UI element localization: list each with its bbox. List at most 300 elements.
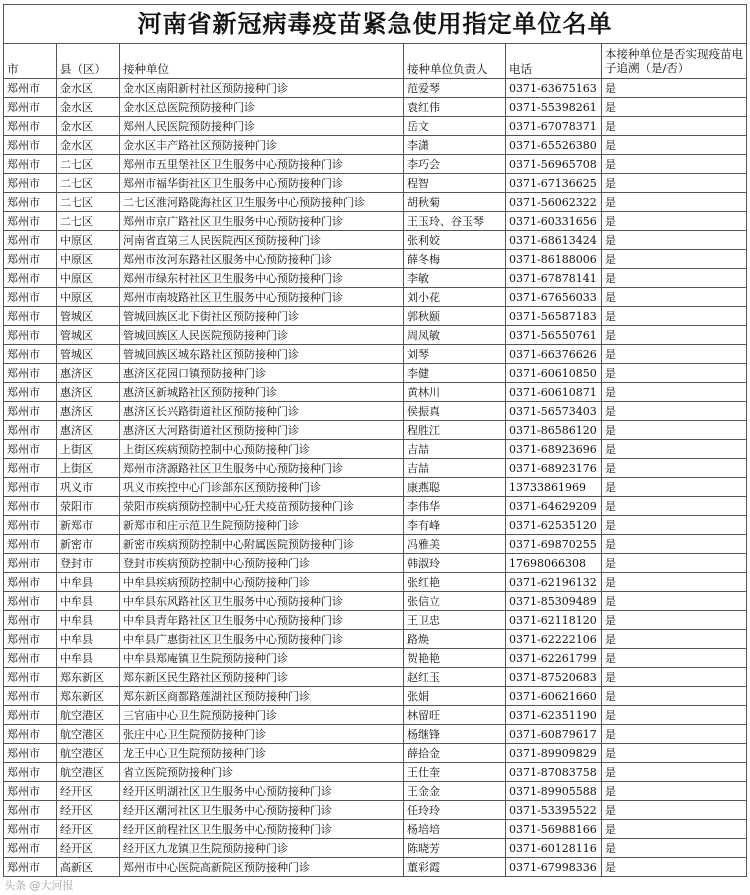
watermark: 头条 @大河报 [4,879,74,892]
header-row [4,44,747,79]
table-row [4,820,747,839]
cell-traceability: 是 [602,193,747,212]
cell-traceability: 是 [602,269,747,288]
cell-phone: 0371-64629209 [506,497,602,516]
cell-county: 管城区 [57,307,120,326]
cell-phone: 0371-65526380 [506,136,602,155]
cell-phone: 0371-62118120 [506,611,602,630]
cell-phone: 0371-67998336 [506,858,602,877]
column-header-traceability: 本接种单位是否实现疫苗电子追溯（是/否） [602,44,747,79]
cell-city: 郑州市 [4,858,57,877]
column-header-phone: 电话 [506,44,602,79]
cell-traceability: 是 [602,307,747,326]
cell-county: 惠济区 [57,383,120,402]
cell-county: 登封市 [57,554,120,573]
cell-county: 经开区 [57,801,120,820]
cell-phone: 0371-86188006 [506,250,602,269]
cell-traceability: 是 [602,554,747,573]
table-row [4,744,747,763]
cell-phone: 0371-68923176 [506,459,602,478]
cell-unit: 惠济区长兴路街道社区预防接种门诊 [120,402,404,421]
cell-person: 张红艳 [404,573,506,592]
cell-city: 郑州市 [4,725,57,744]
title-row [4,5,747,44]
cell-person: 袁红伟 [404,98,506,117]
cell-county: 中牟县 [57,592,120,611]
cell-person: 李潇 [404,136,506,155]
cell-traceability: 是 [602,782,747,801]
cell-county: 惠济区 [57,364,120,383]
cell-person: 陈晓芳 [404,839,506,858]
cell-city: 郑州市 [4,592,57,611]
cell-unit: 经开区九龙镇卫生院预防接种门诊 [120,839,404,858]
table-row [4,706,747,725]
table-row [4,231,747,250]
cell-phone: 0371-87520683 [506,668,602,687]
cell-city: 郑州市 [4,839,57,858]
cell-unit: 二七区淮河路陇海社区卫生服务中心预防接种门诊 [120,193,404,212]
cell-county: 航空港区 [57,725,120,744]
cell-phone: 0371-86586120 [506,421,602,440]
cell-person: 张娟 [404,687,506,706]
cell-city: 郑州市 [4,687,57,706]
cell-person: 路焕 [404,630,506,649]
cell-person: 冯雅美 [404,535,506,554]
cell-county: 郑东新区 [57,687,120,706]
cell-person: 薛冬梅 [404,250,506,269]
cell-unit: 郑州人民医院预防接种门诊 [120,117,404,136]
cell-person: 李健 [404,364,506,383]
cell-person: 程智 [404,174,506,193]
cell-county: 中牟县 [57,573,120,592]
table-row [4,839,747,858]
cell-phone: 0371-67878141 [506,269,602,288]
cell-person: 周凤敏 [404,326,506,345]
cell-unit: 登封市疾病预防控制中心预防接种门诊 [120,554,404,573]
cell-phone: 0371-55398261 [506,98,602,117]
cell-unit: 三官庙中心卫生院预防接种门诊 [120,706,404,725]
table-row [4,858,747,877]
cell-county: 上街区 [57,440,120,459]
cell-traceability: 是 [602,592,747,611]
cell-unit: 惠济区花园口镇预防接种门诊 [120,364,404,383]
cell-person: 程胜江 [404,421,506,440]
cell-traceability: 是 [602,535,747,554]
cell-person: 李敏 [404,269,506,288]
cell-city: 郑州市 [4,269,57,288]
cell-unit: 管城回族区北下街社区预防接种门诊 [120,307,404,326]
cell-phone: 0371-62222106 [506,630,602,649]
cell-unit: 郑州市中心医院高新院区预防接种门诊 [120,858,404,877]
cell-person: 王卫忠 [404,611,506,630]
table-row [4,478,747,497]
table-row [4,155,747,174]
cell-unit: 管城回族区人民医院预防接种门诊 [120,326,404,345]
cell-person: 杨继锋 [404,725,506,744]
cell-traceability: 是 [602,649,747,668]
cell-unit: 中牟县东风路社区卫生服务中心预防接种门诊 [120,592,404,611]
cell-phone: 0371-56573403 [506,402,602,421]
cell-city: 郑州市 [4,668,57,687]
cell-person: 侯振真 [404,402,506,421]
table-row [4,364,747,383]
cell-city: 郑州市 [4,630,57,649]
cell-city: 郑州市 [4,250,57,269]
cell-city: 郑州市 [4,573,57,592]
table-row [4,725,747,744]
cell-unit: 巩义市疾控中心门诊部东区预防接种门诊 [120,478,404,497]
cell-traceability: 是 [602,478,747,497]
cell-traceability: 是 [602,839,747,858]
cell-city: 郑州市 [4,174,57,193]
cell-traceability: 是 [602,402,747,421]
cell-county: 管城区 [57,326,120,345]
cell-county: 经开区 [57,782,120,801]
cell-traceability: 是 [602,611,747,630]
cell-traceability: 是 [602,117,747,136]
cell-person: 王玉玲、谷玉琴 [404,212,506,231]
cell-county: 中原区 [57,288,120,307]
cell-city: 郑州市 [4,782,57,801]
cell-city: 郑州市 [4,402,57,421]
cell-person: 张利姣 [404,231,506,250]
table-row [4,440,747,459]
cell-traceability: 是 [602,98,747,117]
cell-unit: 中牟县郑庵镇卫生院预防接种门诊 [120,649,404,668]
cell-traceability: 是 [602,421,747,440]
cell-person: 黄林川 [404,383,506,402]
table-row [4,212,747,231]
cell-county: 惠济区 [57,402,120,421]
cell-traceability: 是 [602,136,747,155]
cell-city: 郑州市 [4,516,57,535]
cell-phone: 0371-89909829 [506,744,602,763]
cell-city: 郑州市 [4,478,57,497]
cell-phone: 0371-68923696 [506,440,602,459]
cell-phone: 0371-67078371 [506,117,602,136]
document-title: 河南省新冠病毒疫苗紧急使用指定单位名单 [4,5,747,44]
cell-county: 二七区 [57,174,120,193]
cell-traceability: 是 [602,231,747,250]
cell-unit: 上街区疾病预防控制中心预防接种门诊 [120,440,404,459]
cell-county: 二七区 [57,212,120,231]
cell-unit: 经开区明湖社区卫生服务中心预防接种门诊 [120,782,404,801]
cell-unit: 郑州市五里堡社区卫生服务中心预防接种门诊 [120,155,404,174]
cell-person: 刘琴 [404,345,506,364]
cell-county: 郑东新区 [57,668,120,687]
cell-county: 高新区 [57,858,120,877]
table-row [4,117,747,136]
cell-phone: 0371-67656033 [506,288,602,307]
cell-phone: 0371-62261799 [506,649,602,668]
cell-person: 吉喆 [404,459,506,478]
cell-person: 任玲玲 [404,801,506,820]
cell-phone: 0371-67136625 [506,174,602,193]
table-row [4,250,747,269]
table-row [4,649,747,668]
cell-phone: 17698066308 [506,554,602,573]
table-row [4,345,747,364]
cell-phone: 13733861969 [506,478,602,497]
cell-person: 赵红玉 [404,668,506,687]
cell-unit: 郑州市汝河东路社区服务中心预防接种门诊 [120,250,404,269]
table-row [4,497,747,516]
cell-city: 郑州市 [4,364,57,383]
cell-city: 郑州市 [4,193,57,212]
cell-traceability: 是 [602,155,747,174]
cell-traceability: 是 [602,212,747,231]
cell-city: 郑州市 [4,117,57,136]
cell-traceability: 是 [602,630,747,649]
cell-traceability: 是 [602,573,747,592]
cell-person: 李巧会 [404,155,506,174]
cell-city: 郑州市 [4,307,57,326]
cell-phone: 0371-69870255 [506,535,602,554]
table-row [4,269,747,288]
cell-unit: 河南省直第三人民医院西区预防接种门诊 [120,231,404,250]
cell-city: 郑州市 [4,383,57,402]
table-row [4,383,747,402]
cell-person: 王金金 [404,782,506,801]
column-header-person: 接种单位负责人 [404,44,506,79]
table-row [4,801,747,820]
cell-unit: 中牟县广惠街社区卫生服务中心预防接种门诊 [120,630,404,649]
cell-county: 中牟县 [57,649,120,668]
column-header-city: 市 [4,44,57,79]
cell-unit: 郑东新区商都路莲湖社区预防接种门诊 [120,687,404,706]
cell-traceability: 是 [602,668,747,687]
cell-county: 上街区 [57,459,120,478]
cell-phone: 0371-62535120 [506,516,602,535]
cell-person: 李伟华 [404,497,506,516]
cell-phone: 0371-62196132 [506,573,602,592]
cell-traceability: 是 [602,79,747,98]
cell-city: 郑州市 [4,98,57,117]
cell-person: 杨培培 [404,820,506,839]
cell-person: 李有峰 [404,516,506,535]
cell-traceability: 是 [602,174,747,193]
cell-person: 薛拾金 [404,744,506,763]
cell-county: 二七区 [57,155,120,174]
cell-city: 郑州市 [4,155,57,174]
cell-unit: 中牟县疾病预防控制中心预防接种门诊 [120,573,404,592]
cell-city: 郑州市 [4,744,57,763]
cell-county: 管城区 [57,345,120,364]
cell-phone: 0371-60331656 [506,212,602,231]
cell-city: 郑州市 [4,763,57,782]
cell-person: 林留旺 [404,706,506,725]
cell-county: 中原区 [57,250,120,269]
cell-city: 郑州市 [4,611,57,630]
cell-unit: 经开区前程社区卫生服务中心预防接种门诊 [120,820,404,839]
cell-person: 吉喆 [404,440,506,459]
cell-city: 郑州市 [4,440,57,459]
cell-traceability: 是 [602,687,747,706]
table-row [4,630,747,649]
cell-county: 荥阳市 [57,497,120,516]
document-sheet [3,4,746,877]
cell-phone: 0371-56587183 [506,307,602,326]
cell-phone: 0371-68613424 [506,231,602,250]
cell-traceability: 是 [602,288,747,307]
table-row [4,592,747,611]
cell-traceability: 是 [602,706,747,725]
cell-unit: 省立医院预防接种门诊 [120,763,404,782]
cell-person: 张信立 [404,592,506,611]
cell-traceability: 是 [602,801,747,820]
table-row [4,516,747,535]
table-row [4,763,747,782]
cell-person: 郭秋颐 [404,307,506,326]
cell-person: 康燕聪 [404,478,506,497]
cell-traceability: 是 [602,459,747,478]
cell-unit: 龙王中心卫生院预防接种门诊 [120,744,404,763]
cell-person: 胡秋菊 [404,193,506,212]
cell-city: 郑州市 [4,345,57,364]
vaccination-unit-table [3,4,747,877]
cell-city: 郑州市 [4,649,57,668]
cell-county: 新密市 [57,535,120,554]
cell-county: 航空港区 [57,744,120,763]
cell-city: 郑州市 [4,801,57,820]
cell-person: 贺艳艳 [404,649,506,668]
cell-unit: 郑州市南坡路社区卫生服务中心预防接种门诊 [120,288,404,307]
table-row [4,79,747,98]
cell-unit: 郑州市绿东村社区卫生服务中心预防接种门诊 [120,269,404,288]
cell-city: 郑州市 [4,326,57,345]
cell-traceability: 是 [602,440,747,459]
table-row [4,535,747,554]
cell-unit: 中牟县青年路社区卫生服务中心预防接种门诊 [120,611,404,630]
table-row [4,307,747,326]
cell-phone: 0371-56550761 [506,326,602,345]
cell-person: 董彩霞 [404,858,506,877]
table-row [4,288,747,307]
cell-phone: 0371-60879617 [506,725,602,744]
table-row [4,782,747,801]
cell-traceability: 是 [602,820,747,839]
cell-phone: 0371-89905588 [506,782,602,801]
cell-unit: 郑州市京广路社区卫生服务中心预防接种门诊 [120,212,404,231]
cell-county: 中原区 [57,269,120,288]
cell-county: 二七区 [57,193,120,212]
cell-phone: 0371-85309489 [506,592,602,611]
cell-county: 经开区 [57,820,120,839]
cell-city: 郑州市 [4,231,57,250]
cell-city: 郑州市 [4,554,57,573]
cell-unit: 新郑市和庄示范卫生院预防接种门诊 [120,516,404,535]
cell-traceability: 是 [602,744,747,763]
cell-city: 郑州市 [4,288,57,307]
cell-traceability: 是 [602,364,747,383]
cell-unit: 管城回族区城东路社区预防接种门诊 [120,345,404,364]
cell-phone: 0371-62351190 [506,706,602,725]
table-row [4,611,747,630]
cell-city: 郑州市 [4,535,57,554]
cell-county: 金水区 [57,79,120,98]
cell-person: 范爱琴 [404,79,506,98]
cell-traceability: 是 [602,326,747,345]
cell-unit: 郑州市济源路社区卫生服务中心预防接种门诊 [120,459,404,478]
cell-city: 郑州市 [4,820,57,839]
table-row [4,554,747,573]
cell-city: 郑州市 [4,212,57,231]
cell-unit: 惠济区大河路街道社区预防接种门诊 [120,421,404,440]
column-header-county: 县（区） [57,44,120,79]
cell-county: 新郑市 [57,516,120,535]
cell-phone: 0371-60610871 [506,383,602,402]
cell-phone: 0371-56965708 [506,155,602,174]
table-row [4,459,747,478]
cell-unit: 金水区南阳新村社区预防接种门诊 [120,79,404,98]
table-row [4,174,747,193]
cell-phone: 0371-56062322 [506,193,602,212]
table-row [4,421,747,440]
cell-unit: 新密市疾病预防控制中心附属医院预防接种门诊 [120,535,404,554]
cell-unit: 金水区总医院预防接种门诊 [120,98,404,117]
cell-phone: 0371-66376626 [506,345,602,364]
table-row [4,136,747,155]
cell-phone: 0371-87083758 [506,763,602,782]
cell-traceability: 是 [602,250,747,269]
cell-city: 郑州市 [4,459,57,478]
cell-traceability: 是 [602,516,747,535]
cell-traceability: 是 [602,858,747,877]
cell-city: 郑州市 [4,79,57,98]
cell-county: 中牟县 [57,611,120,630]
cell-traceability: 是 [602,497,747,516]
column-header-unit: 接种单位 [120,44,404,79]
cell-traceability: 是 [602,763,747,782]
cell-phone: 0371-60128116 [506,839,602,858]
cell-traceability: 是 [602,383,747,402]
cell-phone: 0371-60621660 [506,687,602,706]
cell-unit: 金水区丰产路社区预防接种门诊 [120,136,404,155]
cell-person: 岳文 [404,117,506,136]
cell-unit: 荥阳市疾病预防控制中心狂犬疫苗预防接种门诊 [120,497,404,516]
cell-city: 郑州市 [4,421,57,440]
table-row [4,98,747,117]
cell-phone: 0371-53395522 [506,801,602,820]
cell-phone: 0371-63675163 [506,79,602,98]
cell-county: 金水区 [57,117,120,136]
cell-county: 航空港区 [57,763,120,782]
cell-unit: 经开区潮河社区卫生服务中心预防接种门诊 [120,801,404,820]
cell-person: 韩淑玲 [404,554,506,573]
table-row [4,326,747,345]
cell-phone: 0371-60610850 [506,364,602,383]
cell-county: 金水区 [57,136,120,155]
cell-traceability: 是 [602,725,747,744]
cell-unit: 郑东新区民生路社区预防接种门诊 [120,668,404,687]
table-row [4,573,747,592]
table-row [4,193,747,212]
cell-county: 金水区 [57,98,120,117]
table-row [4,668,747,687]
cell-traceability: 是 [602,345,747,364]
cell-county: 中牟县 [57,630,120,649]
cell-unit: 郑州市福华街社区卫生服务中心预防接种门诊 [120,174,404,193]
table-row [4,687,747,706]
cell-county: 巩义市 [57,478,120,497]
cell-person: 刘小花 [404,288,506,307]
cell-city: 郑州市 [4,136,57,155]
cell-county: 惠济区 [57,421,120,440]
cell-unit: 惠济区新城路社区预防接种门诊 [120,383,404,402]
cell-county: 航空港区 [57,706,120,725]
cell-city: 郑州市 [4,706,57,725]
cell-county: 中原区 [57,231,120,250]
